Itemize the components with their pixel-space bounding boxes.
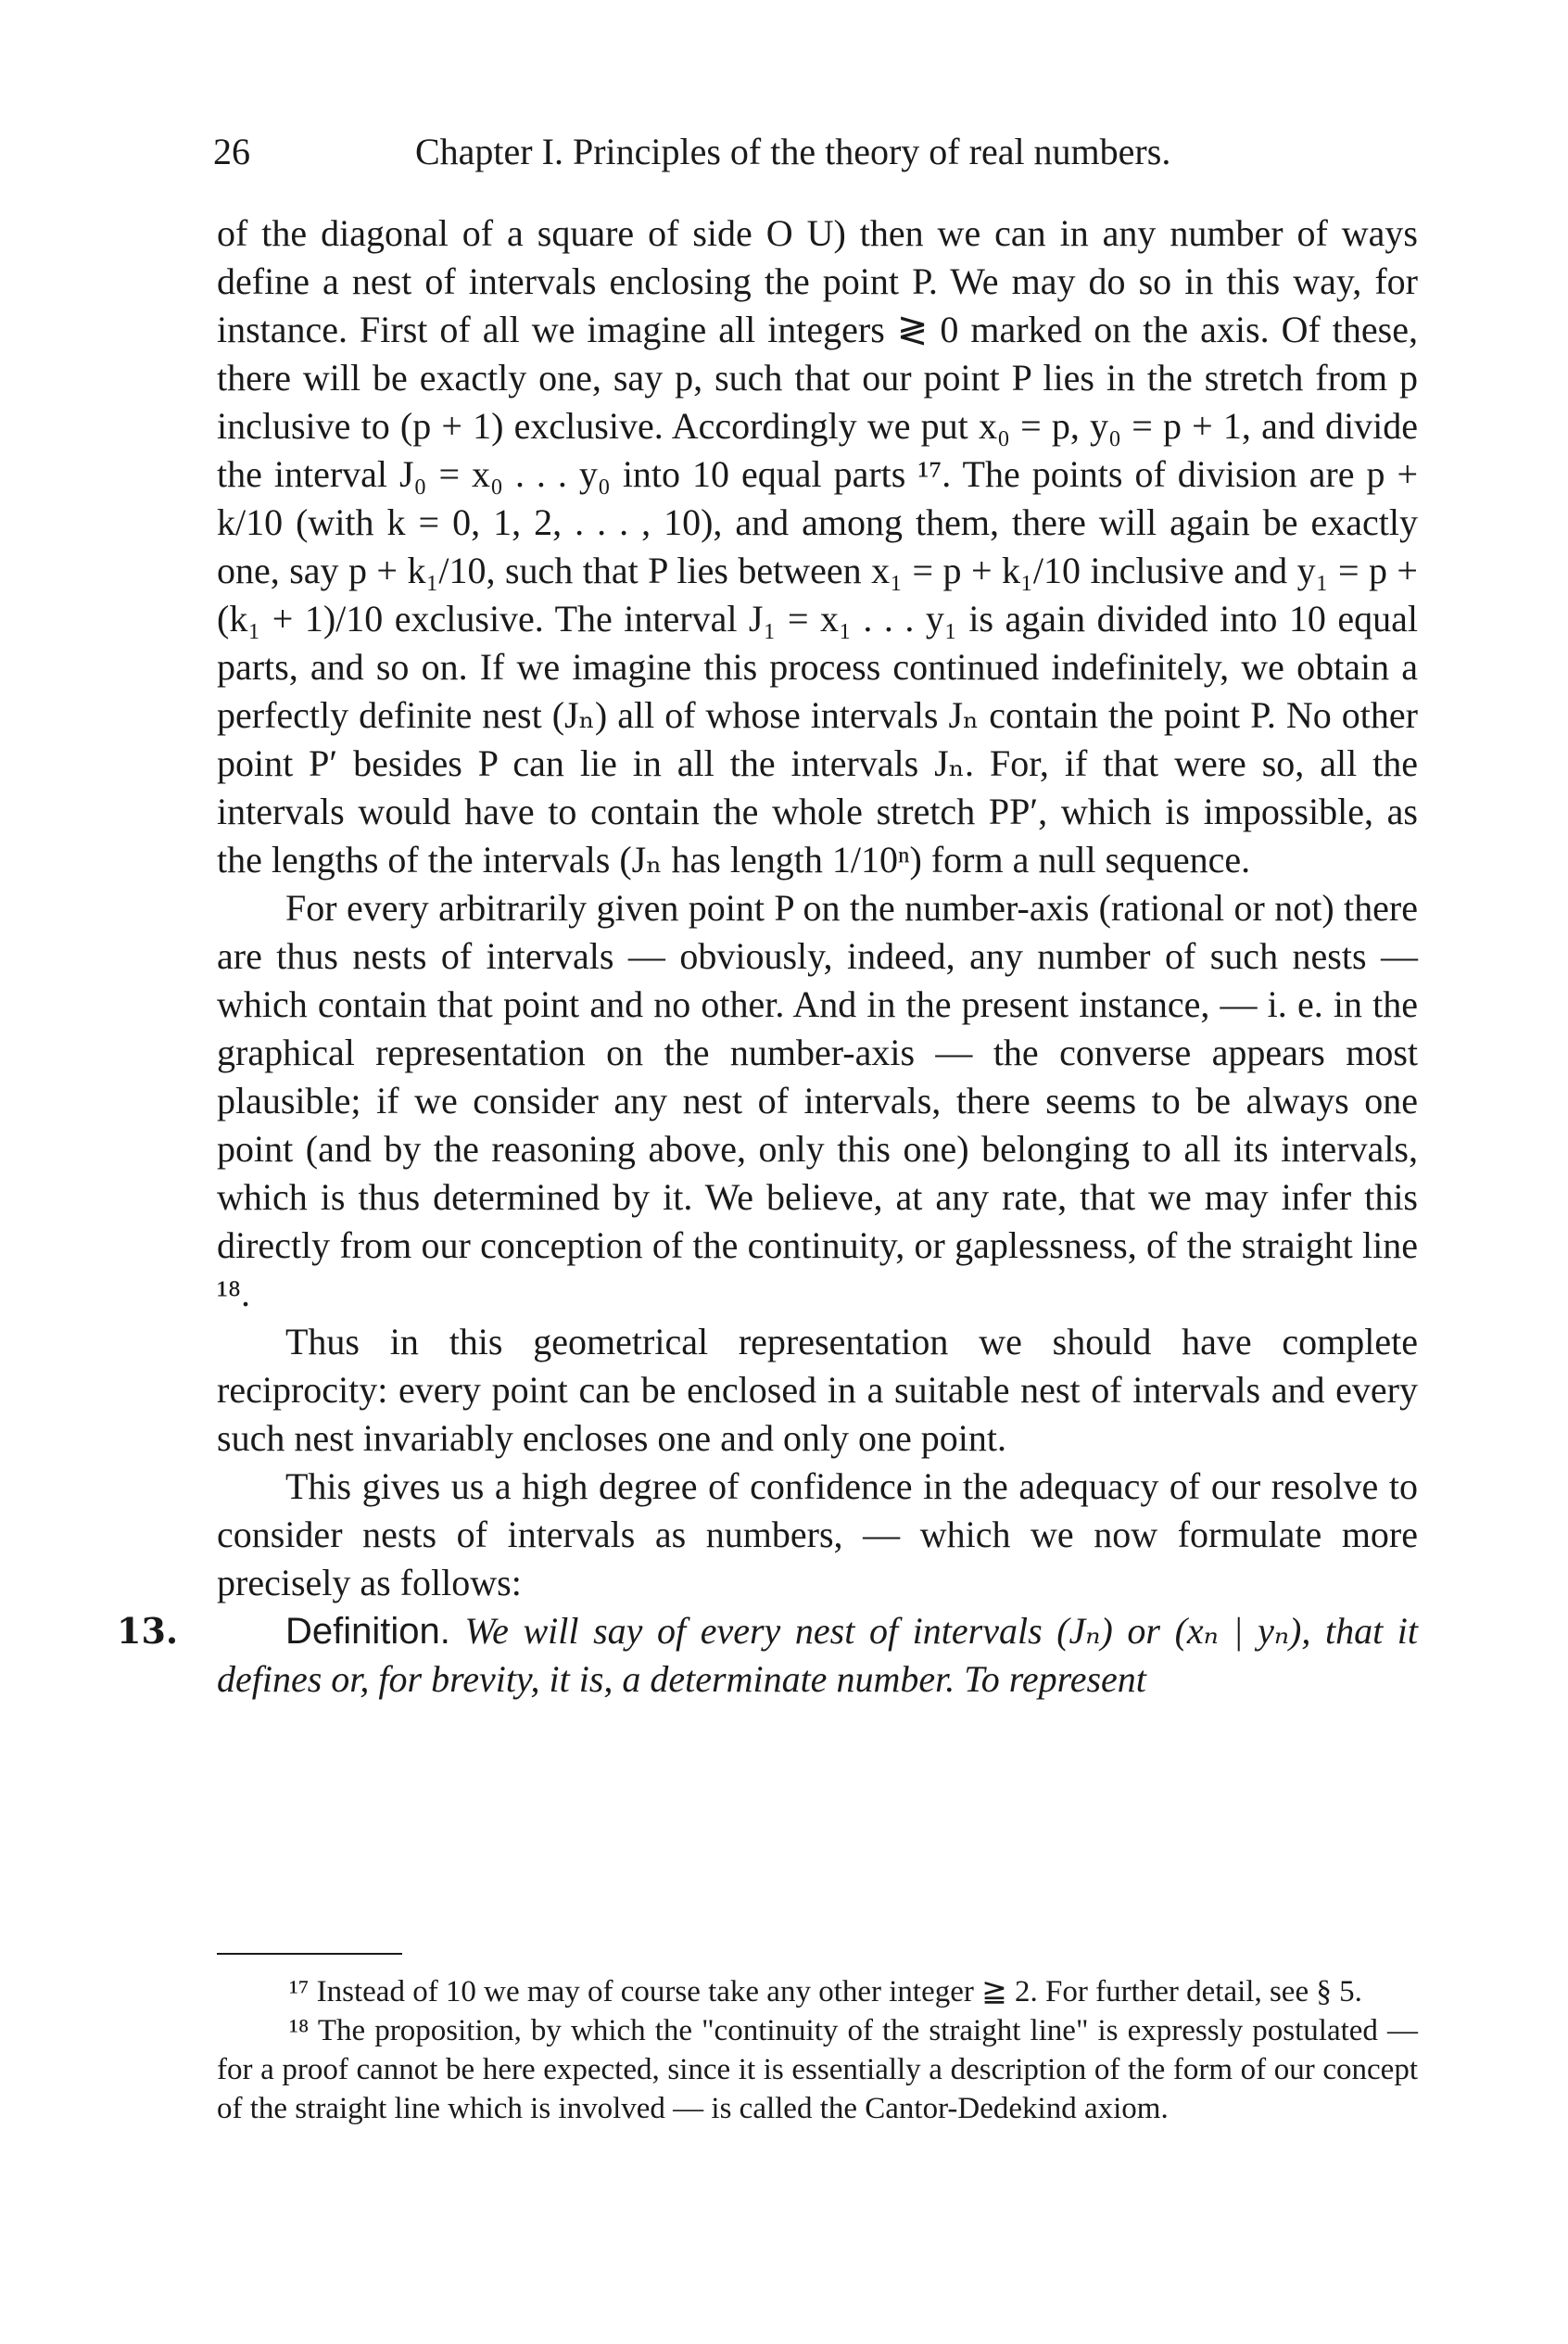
section-number: 13. bbox=[117, 1610, 179, 1652]
paragraph-2: For every arbitrarily given point P on the number-axis (rational or not) there are thus nests of intervals — obviously, indeed, any number of such nests — which contain that point and no other. And in the present instance, — i. e. in the graphical representation on the number-axis — the converse appears most plausible; if we consider any nest of intervals, there seems to be always one point (and by the reasoning above, only this one) belonging to all its intervals, which is thus determined by it. We believe, at any rate, that we may infer this directly from our conception of the continuity, or gaplessness, of the straight line ¹⁸. bbox=[217, 887, 1418, 1314]
main-text bbox=[117, 209, 1419, 1704]
footnotes bbox=[217, 1972, 1418, 2128]
running-title: Chapter I. Principles of the theory of real numbers. bbox=[415, 131, 1171, 172]
paragraph-4: This gives us a high degree of confidence in the adequacy of our resolve to consider nests of intervals as numbers, — which we now formulate more precisely as follows: bbox=[217, 1465, 1418, 1603]
footnote-rule bbox=[217, 1953, 402, 1955]
page-number: 26 bbox=[213, 131, 250, 172]
paragraph-1: of the diagonal of a square of side O U) then we can in any number of ways define a nest of intervals enclosing the point P. We may do so in this way, for instance. First of all we imagine all integers ≷ 0 marked on the axis. Of these, there will be exactly one, say p, such that our point P lies in the stretch from p inclusive to (p + 1) exclusive. Accordingly we put x₀ = p, y₀ = p + 1, and divide the interval J₀ = x₀ . . . y₀ into 10 equal parts ¹⁷. The points of division are p + k/10 (with k = 0, 1, 2, . . . , 10), and among them, there will again be exactly one, say p + k₁/10, such that P lies between x₁ = p + k₁/10 inclusive and y₁ = p + (k₁ + 1)/10 exclusive. The interval J₁ = x₁ . . . y₁ is again divided into 10 equal parts, and so on. If we imagine this process continued indefinitely, we obtain a perfectly definite nest (Jₙ) all of whose intervals Jₙ contain the point P. No other point P′ besides P can lie in all the intervals Jₙ. For, if that were so, all the intervals would have to contain the whole stretch PP′, which is impossible, as the lengths of the intervals (Jₙ has length 1/10ⁿ) form a null sequence. bbox=[217, 212, 1418, 881]
footnote-18: ¹⁸ The proposition, by which the "continuity of the straight line" is expressly postulated — for a proof cannot be here expected, since it is essentially a description of the form of our concept of the straight line which is involved — is called the Cantor-Dedekind axiom. bbox=[217, 2014, 1418, 2125]
definition-text: We will say of every nest of intervals (Jₙ) or (xₙ | yₙ), that it defines or, for brevity, it is, a determinate number. To represent bbox=[217, 1610, 1419, 1700]
footnote-17: ¹⁷ Instead of 10 we may of course take any other integer ≧ 2. For further detail, see § 5. bbox=[289, 1975, 1362, 2008]
definition-section bbox=[117, 1607, 1419, 1704]
definition-title: Definition. bbox=[285, 1611, 450, 1652]
paragraph-3: Thus in this geometrical representation we should have complete reciprocity: every point can be enclosed in a suitable nest of intervals and every such nest invariably encloses one and only one point. bbox=[217, 1321, 1418, 1459]
